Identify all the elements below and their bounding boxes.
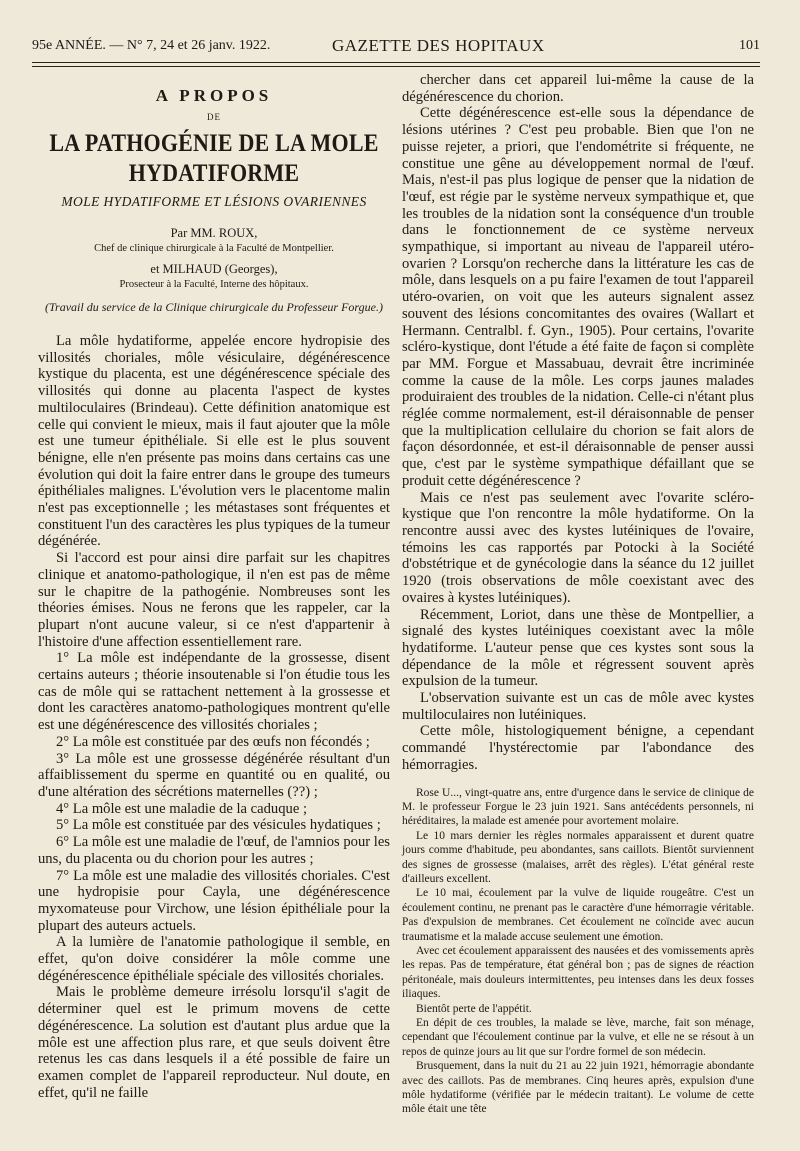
paragraph: Le 10 mai, écoulement par la vulve de liquide rougeâtre. C'est un écoulement continu, ne prenant pas le caractère d'une hémorragie véritable. Pas d'expulsion de membranes. Cet écoulement ne coïncide avec aucun traumatisme et la malade accuse seulement une émotion. xyxy=(402,887,754,943)
right-body xyxy=(402,72,754,774)
page-number: 101 xyxy=(739,38,760,53)
paragraph: chercher dans cet appareil lui-même la cause de la dégénérescence du chorion. xyxy=(402,72,754,105)
paragraph: La môle hydatiforme, appelée encore hydropisie des villosités choriales, môle vésiculaire, dégénérescence kystique du placenta, est une dégénérescence spéciale des villosités qui donne au placenta l'aspect de kystes multiloculaires (Brindeau). Cette définition anatomique est celle qui convient le mieux, mais il faut ajouter que la môle est une tumeur épithéliale. Si elle est le plus souvent bénigne, elle n'en présente pas moins dans certains cas une évolution qui doit la faire entrer dans le groupe des tumeurs épithéliales malignes. L'évolution vers le placentome malin n'est pas exceptionnelle ; les métastases sont fréquentes et constituent l'un des caractères les plus typiques de la tumeur dégénérée. xyxy=(38,333,390,550)
author-roux-affiliation: Chef de clinique chirurgicale à la Faculté de Montpellier. xyxy=(94,243,334,254)
left-body xyxy=(38,333,390,1101)
author-roux: Par MM. ROUX, xyxy=(170,226,258,240)
article-kicker: A PROPOS xyxy=(155,86,273,105)
paragraph: 3° La môle est une grossesse dégénérée résultant d'un affaiblissement du sperme en quantité ou en qualité, ou d'une altération des sécrétions maternelles (??) ; xyxy=(38,750,390,800)
paragraph: A la lumière de l'anatomie pathologique il semble, en effet, qu'on doive considérer la môle comme une dégénérescence épithéliale spéciale des villosités choriales. xyxy=(38,934,390,984)
left-column xyxy=(38,72,390,1101)
author-milhaud: et MILHAUD (Georges), xyxy=(150,262,278,276)
article-heading xyxy=(38,86,390,315)
paragraph: 1° La môle est indépendante de la grossesse, disent certains auteurs ; théorie insoutenable si l'on étudie tous les cas de môle qui se rattachent nettement à la grossesse et dont les caractères anatomo-pathologiques montrent qu'elle est une dégénérescence des villosités choriales ; xyxy=(38,650,390,734)
article-subtitle: MOLE HYDATIFORME ET LÉSIONS OVARIENNES xyxy=(61,194,367,209)
paragraph: 6° La môle est une maladie de l'œuf, de l'amnios pour les uns, du placenta ou du chorion pour les autres ; xyxy=(38,834,390,867)
page-header xyxy=(32,38,760,60)
paragraph: 4° La môle est une maladie de la caduque ; xyxy=(56,800,307,817)
paragraph: Bientôt perte de l'appétit. xyxy=(416,1002,532,1015)
paragraph: Cette dégénérescence est-elle sous la dépendance de lésions utérines ? C'est peu probable. Bien que l'on ne puisse rejeter, a priori, que l'endométrite si fréquente, ne constitue une gêne au développement normal de l'œuf. Mais, n'est-il pas plus logique de penser que la nidation de l'œuf, est régie par le système nerveux sympathique et, que les troubles de la nidation sont la conséquence d'un trouble dans le fonctionnement de ce système nerveux sympathique, si important au niveau de l'appareil utéro-ovarien ? Lorsqu'on recherche dans la littérature les cas de môle, dans lesquels on a pu faire l'examen de tout l'appareil utéro-ovarien, on voit que les auteurs signalent assez souvent des lésions concomitantes des ovaires (Wallart et Hermann. Centralbl. f. Gyn., 1905). Pour certains, l'ovarite scléro-kystique, dont l'étude a été faite de façon si complète par MM. Forgue et Massabuau, devrait être incriminée comme la cause de la môle. Les corps jaunes malades produiraient des troubles de la nidation. Celle-ci n'étant plus réglée comme normalement, est-il déraisonnable de penser que la multiplication cellulaire du chorion se fait alors de façon désordonnée, et est-il déraisonnable de penser aussi que, c'est par le système sympathique défaillant que se produit cette dégénérescence ? xyxy=(402,105,754,489)
paragraph: Rose U..., vingt-quatre ans, entre d'urgence dans le service de clinique de M. le professeur Forgue le 23 juin 1921. Sans antécédents personnels, ni héréditaires, la malade est amenée pour avortement molaire. xyxy=(402,786,754,828)
issue-info: 95e ANNÉE. — N° 7, 24 et 26 janv. 1922. xyxy=(32,38,271,53)
paragraph: En dépit de ces troubles, la malade se lève, marche, fait son ménage, cependant que l'écoulement continue par la vulve, et elle ne se résout à un repos de quinze jours au lit que sur l'ordre formel de son médecin. xyxy=(402,1017,754,1058)
right-column xyxy=(402,72,754,1117)
article-de: DE xyxy=(207,112,221,122)
paragraph: Brusquement, dans la nuit du 21 au 22 juin 1921, hémorragie abondante avec des caillots. Pas de membranes. Cinq heures après, expulsion d'une môle hydatiforme (vérifiée par le médecin traitant). Le volume de cette môle était une tête xyxy=(402,1060,754,1116)
paragraph: Si l'accord est pour ainsi dire parfait sur les chapitres clinique et anatomo-pathologique, il n'en est pas de même sur le chapitre de la pathogénie. Nombreuses sont les théories émises. Nous ne ferons que les rappeler, car la plupart n'ont aucune valeur, si ce n'est d'appartenir à l'histoire d'une affection essentiellement rare. xyxy=(38,550,390,650)
case-report xyxy=(402,786,754,1117)
paragraph: Avec cet écoulement apparaissent des nausées et des vomissements après les repas. Pas de température, état général bon ; pas de signes de réaction péritonéale, mais douleurs intermittentes, peu intenses dans les deux fosses iliaques. xyxy=(402,945,754,1001)
service-note: (Travail du service de la Clinique chirurgicale du Professeur Forgue.) xyxy=(45,300,383,314)
paragraph: Mais le problème demeure irrésolu lorsqu'il s'agit de déterminer quel est le primum movens de cette dégénérescence. La solution est d'autant plus ardue que la môle est une affection plus rare, et que seuls doivent être retenus les cas dans lesquels il a été possible de faire un examen complet de l'appareil reproducteur. Nul doute, en effet, qu'il ne faille xyxy=(38,984,390,1101)
header-rule-bottom xyxy=(32,66,760,67)
paragraph: L'observation suivante est un cas de môle avec kystes multiloculaires non lutéiniques. xyxy=(402,690,754,723)
paragraph: Le 10 mars dernier les règles normales apparaissent et durent quatre jours comme d'habitude, peu abondantes, sans caillots. Bientôt surviennent des signes de grossesse (malaises, arrêt des règles). L'état général reste d'ailleurs excellent. xyxy=(402,829,754,885)
paragraph: Récemment, Loriot, dans une thèse de Montpellier, a signalé des kystes lutéiniques coexistant avec la môle hydatiforme. L'auteur pense que ces kystes sont sous la dépendance de la môle et régressent souvent après expulsion de la tumeur. xyxy=(402,606,754,690)
author-milhaud-affiliation: Prosecteur à la Faculté, Interne des hôpitaux. xyxy=(119,279,309,290)
header-rule-top xyxy=(32,62,760,63)
paragraph: Cette môle, histologiquement bénigne, a cependant commandé l'hystérectomie par l'abondance des hémorragies. xyxy=(402,723,754,773)
paragraph: 5° La môle est constituée par des vésicules hydatiques ; xyxy=(56,817,381,834)
article-title: LA PATHOGÉNIE DE LA MOLE HYDATIFORME xyxy=(49,128,379,187)
journal-title: GAZETTE DES HOPITAUX xyxy=(332,36,545,55)
paragraph: 7° La môle est une maladie des villosités choriales. C'est une hydropisie pour Cayla, une dégénérescence myxomateuse pour Virchow, une lésion épithéliale pour la plupart des auteurs actuels. xyxy=(38,867,390,934)
paragraph: 2° La môle est constituée par des œufs non fécondés ; xyxy=(56,733,370,750)
paragraph: Mais ce n'est pas seulement avec l'ovarite scléro-kystique que l'on rencontre la môle hydatiforme. On la rencontre aussi avec des kystes lutéiniques de l'ovaire, témoins les cas rapportés par Potocki à la Société d'obstétrique et de gynécologie dans la séance du 12 juillet 1920 (trois observations de môle coexistant avec des ovaires à kystes lutéiniques). xyxy=(402,489,754,606)
